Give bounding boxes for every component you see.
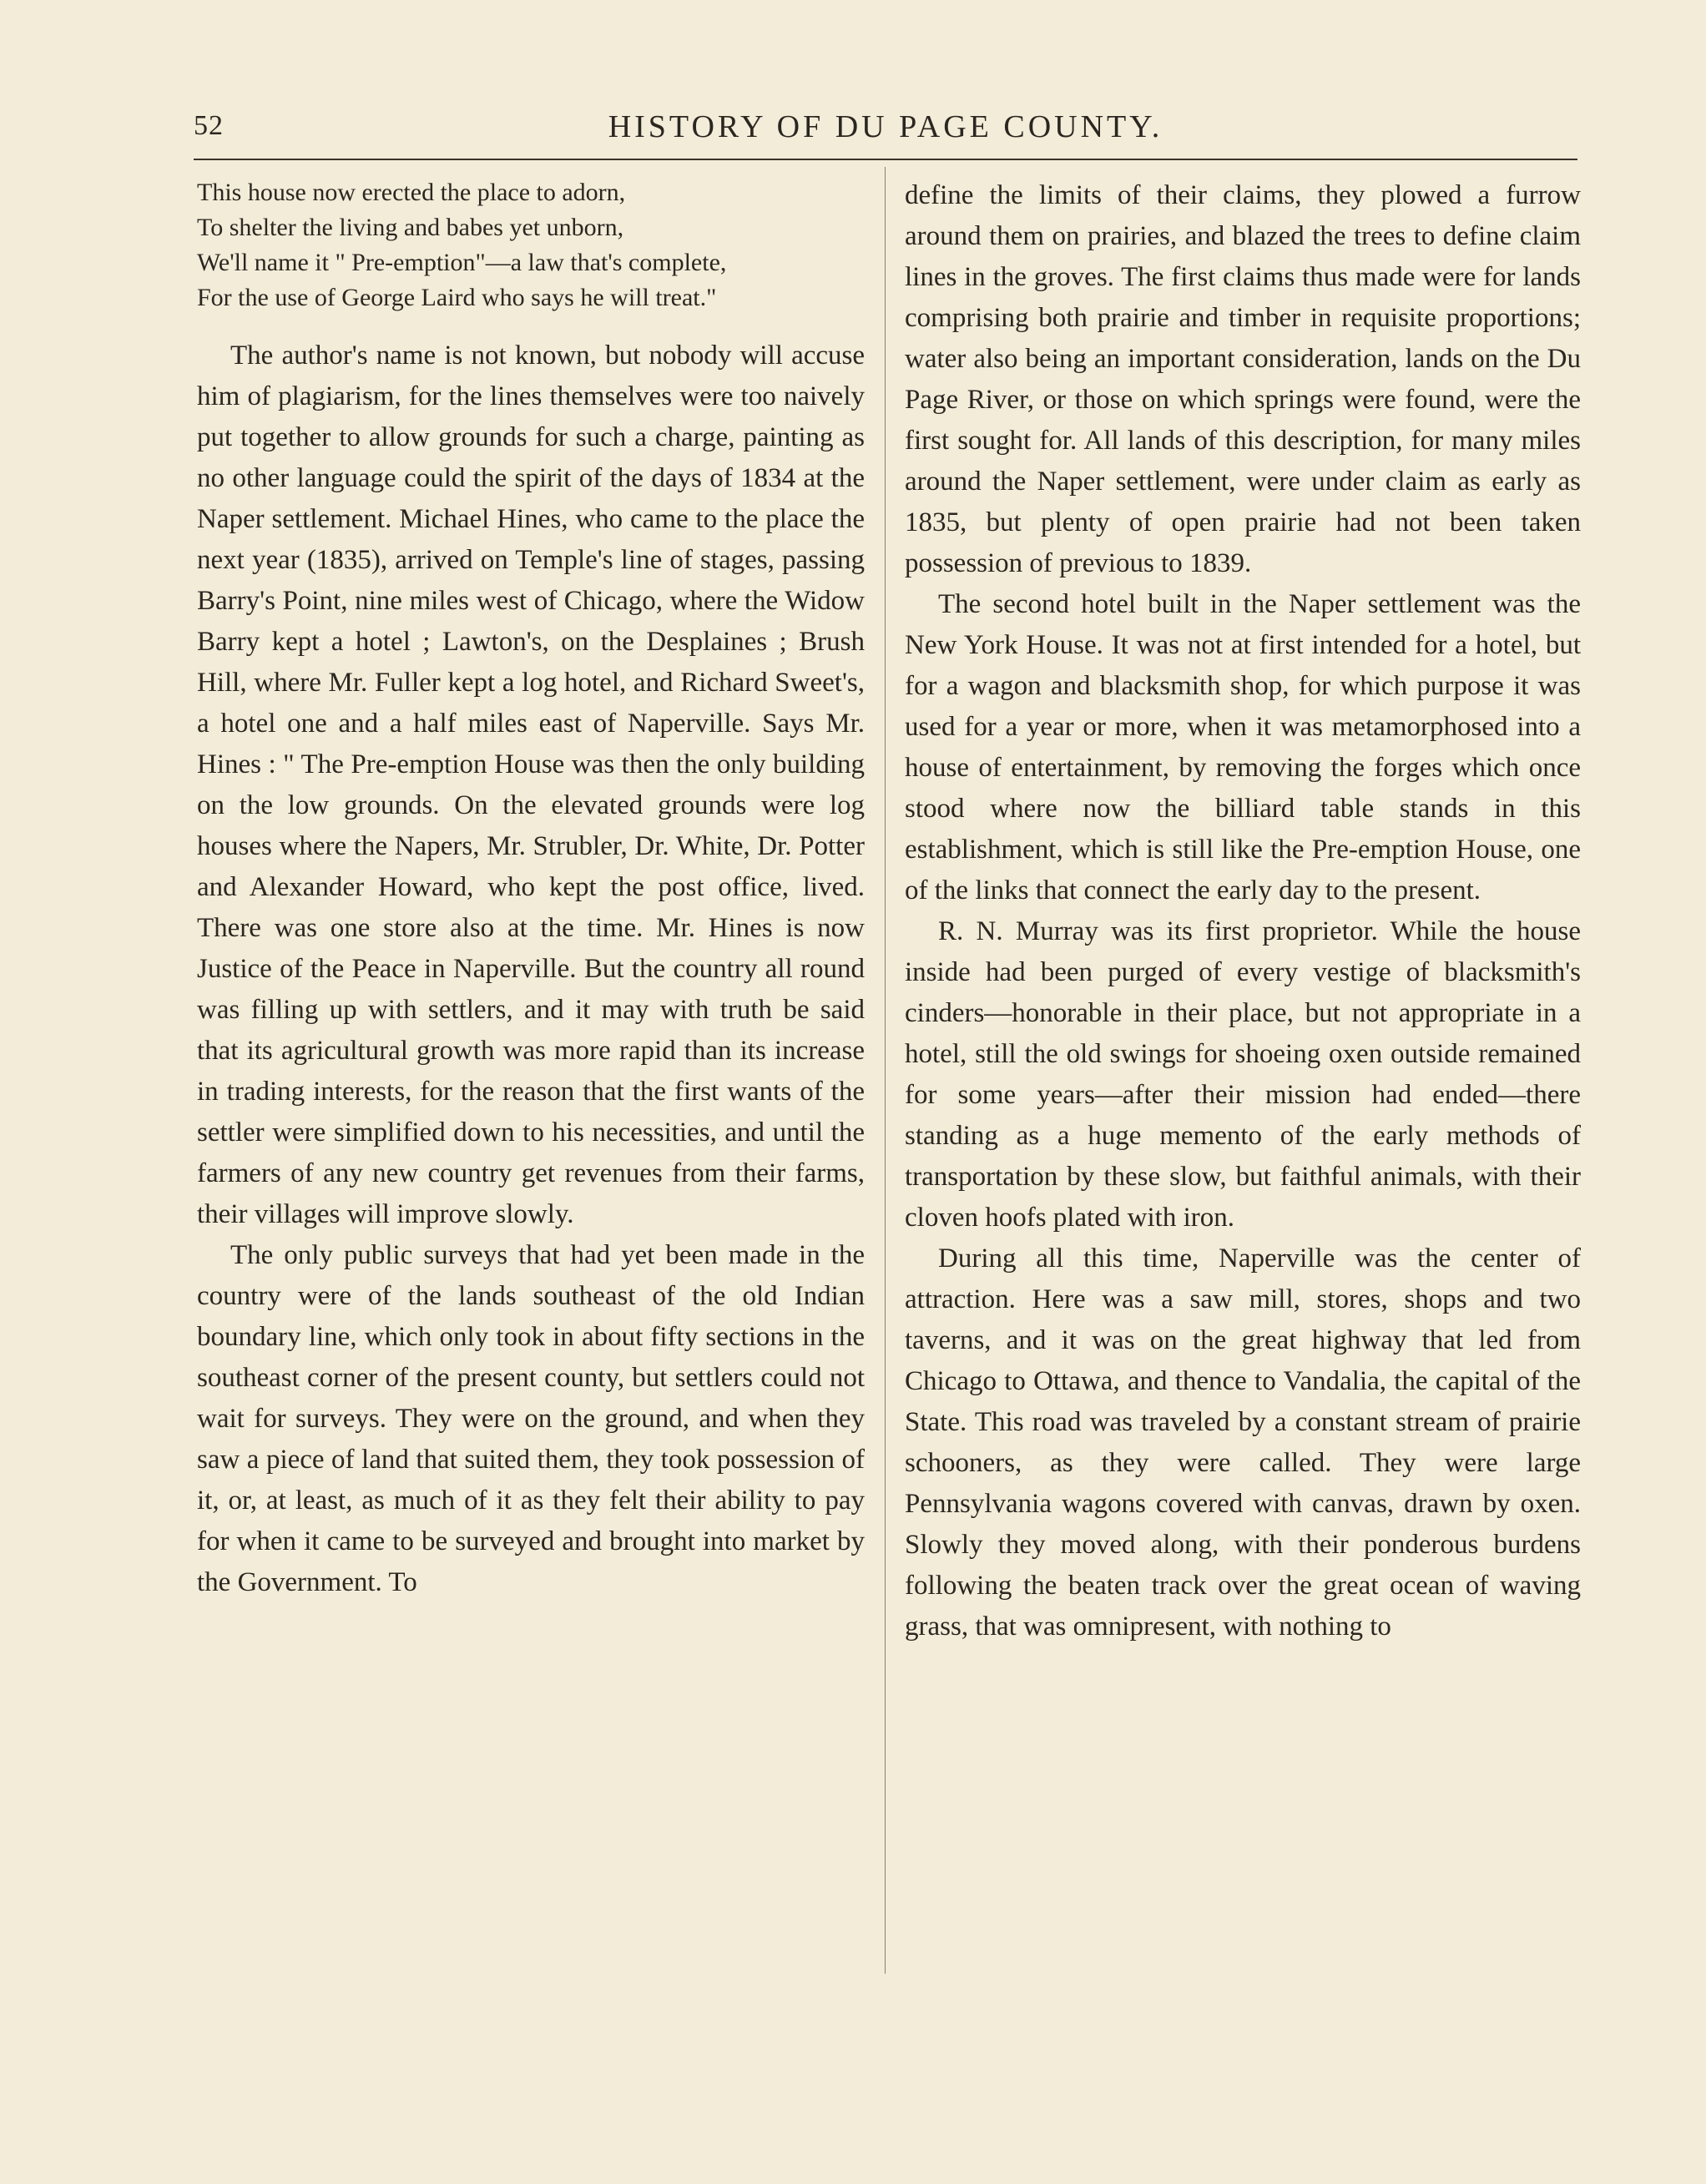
- paragraph-continuation: define the limits of their claims, they plowed a furrow around them on prairies, and blazed the trees to define claim lines in the groves. The first claims thus made were for lands comprising both prairie and timber in requisite proportions; water also being an important consideration, lands on the Du Page River, or those on which springs were found, were the first sought for. All lands of this description, for many miles around the Naper settlement, were under claim as early as 1835, but plenty of open prairie had not been taken possession of previous to 1839.: [905, 180, 1581, 578]
- running-title: HISTORY OF DU PAGE COUNTY.: [608, 109, 1163, 144]
- header-rule: [194, 159, 1577, 160]
- page-header: [194, 107, 1577, 157]
- poem-line: For the use of George Laird who says he will treat.": [197, 284, 717, 311]
- right-column: [905, 175, 1581, 1647]
- poem-stanza: [197, 175, 865, 315]
- page-number: 52: [194, 110, 224, 141]
- paragraph: R. N. Murray was its first proprietor. While the house inside had been purged of every vestige of blacksmith's cinders—honorable in their place, but not appropriate in a hotel, still the old swings for shoeing oxen outside remained for some years—after their mission had ended—there standing as a huge memento of the early methods of transportation by these slow, but faithful animals, with their cloven hoofs plated with iron.: [905, 916, 1581, 1233]
- poem-line: To shelter the living and babes yet unborn,: [197, 214, 624, 241]
- poem-line: This house now erected the place to adorn,: [197, 179, 626, 206]
- poem-line: We'll name it " Pre-emption"—a law that's complete,: [197, 249, 727, 276]
- column-divider: [885, 167, 886, 1974]
- paragraph: The second hotel built in the Naper settlement was the New York House. It was not at first intended for a hotel, but for a wagon and blacksmith shop, for which purpose it was used for a year or more, when it was metamorphosed into a house of entertainment, by removing the forges which once stood where now the billiard table stands in this establishment, which is still like the Pre-emption House, one of the links that connect the early day to the present.: [905, 589, 1581, 905]
- paragraph: The author's name is not known, but nobody will accuse him of plagiarism, for the lines themselves were too naively put together to allow grounds for such a charge, painting as no other language could the spirit of the days of 1834 at the Naper settlement. Michael Hines, who came to the place the next year (1835), arrived on Temple's line of stages, passing Barry's Point, nine miles west of Chicago, where the Widow Barry kept a hotel ; Lawton's, on the Desplaines ; Brush Hill, where Mr. Fuller kept a log hotel, and Richard Sweet's, a hotel one and a half miles east of Naperville. Says Mr. Hines : " The Pre-emption House was then the only building on the low grounds. On the elevated grounds were log houses where the Napers, Mr. Strubler, Dr. White, Dr. Potter and Alexander Howard, who kept the post office, lived. There was one store also at the time. Mr. Hines is now Justice of the Peace in Naperville. But the country all round was filling up with settlers, and it may with truth be said that its agricultural growth was more rapid than its increase in trading interests, for the reason that the first wants of the settler were simplified down to his necessities, and until the farmers of any new country get revenues from their farms, their villages will improve slowly.: [197, 340, 865, 1229]
- paragraph: The only public surveys that had yet been made in the country were of the lands southeast of the old Indian boundary line, which only took in about fifty sections in the southeast corner of the present county, but settlers could not wait for surveys. They were on the ground, and when they saw a piece of land that suited them, they took possession of it, or, at least, as much of it as they felt their ability to pay for when it came to be surveyed and brought into market by the Government. To: [197, 1240, 865, 1597]
- left-column: [197, 175, 865, 1603]
- paragraph: During all this time, Naperville was the center of attraction. Here was a saw mill, stores, shops and two taverns, and it was on the great highway that led from Chicago to Ottawa, and thence to Vandalia, the capital of the State. This road was traveled by a constant stream of prairie schooners, as they were called. They were large Pennsylvania wagons covered with canvas, drawn by oxen. Slowly they moved along, with their ponderous burdens following the beaten track over the great ocean of waving grass, that was omnipresent, with nothing to: [905, 1243, 1581, 1642]
